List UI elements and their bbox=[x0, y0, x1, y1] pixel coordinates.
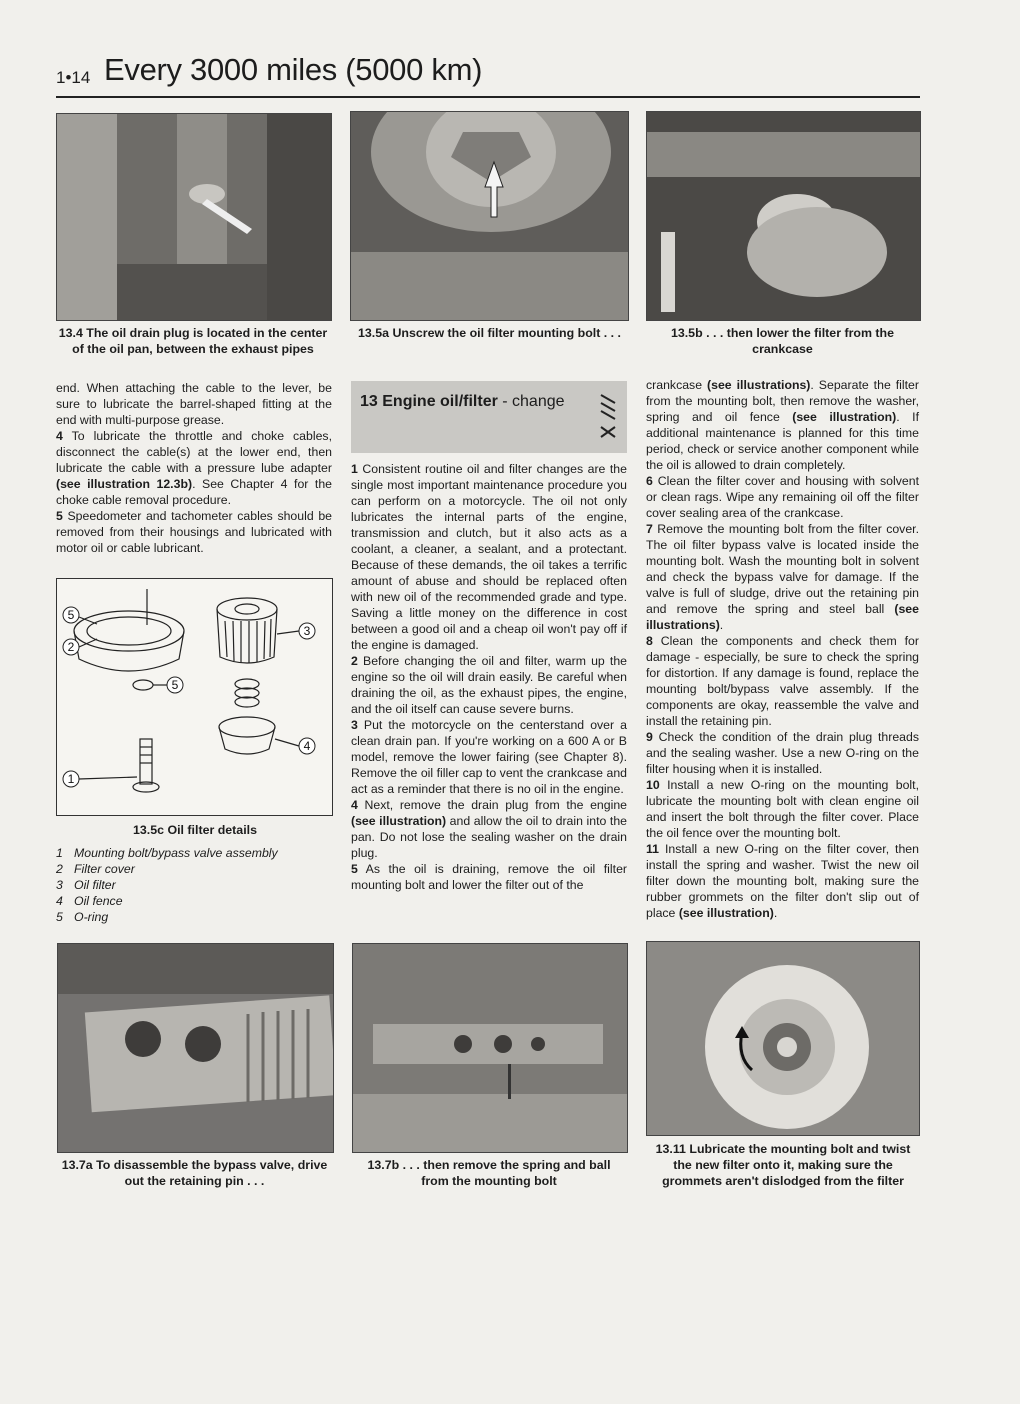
para-num: 8 bbox=[646, 634, 653, 648]
legend-item: 2 Filter cover bbox=[56, 862, 135, 876]
para-num: 6 bbox=[646, 474, 653, 488]
legend-item: 5 O-ring bbox=[56, 910, 109, 924]
section-title: 13 Engine oil/filter - change bbox=[360, 393, 565, 410]
para-num: 4 bbox=[56, 429, 63, 443]
text-column-1: end. When attaching the cable to the lever, be sure to lubricate the barrel-shaped fitting at the end with multi-purpose grease. 4 To lubricate the throttle and choke cables, disconnect the cable(s) at the lower end, then lubricate the cable with a pressure lube adapter (see illustration 12.3b). See Chapter 4 for the choke cable removal procedure. 5 Speedometer and tachometer cables should be removed from their housings and lubricated with motor oil or cable lubricant. bbox=[56, 381, 332, 555]
para-num: 1 bbox=[351, 462, 358, 476]
diagram-legend bbox=[56, 845, 334, 925]
photo-13-5a bbox=[350, 111, 629, 321]
callout-3: 3 bbox=[303, 624, 311, 638]
text-column-3: crankcase (see illustrations). Separate the filter from the mounting bolt, then remove the washer, spring and oil fence (see illustration). If additional maintenance is planned for this time period, check or service another component while the oil is allowed to drain completely. 6 Clean the filter cover and housing with solvent or clean rags. Wipe any remaining oil off the filter cover sealing area of the crankcase. 7 Remove the mounting bolt from the filter cover. The oil filter bypass valve is located inside the mounting bolt. Wash the mounting bolt in solvent and check the bypass valve for damage. If the valve is full of sludge, drive out the retaining pin and remove the spring and steel ball (see illustrations). 8 Clean the components and check them for damage - especially, be sure to check the spring for distortion. If any damage is found, replace the mounting bolt/bypass valve assembly. If the components are okay, reassemble the valve and install the retaining pin. 9 Check the condition of the drain plug threads and the sealing washer. Use a new O-ring on the filter housing when it is installed. 10 Install a new O-ring on the mounting bolt, lubricate the mounting bolt with clean engine oil and insert the bolt through the filter cover. Place the oil fence over the mounting bolt. 11 Install a new O-ring on the filter cover, then install the spring and washer. Twist the new oil filter down the mounting bolt, making sure the rubber grommets on the filter don't slip out of place (see illustration). bbox=[646, 378, 919, 920]
callout-1: 1 bbox=[67, 772, 75, 786]
caption-13-5a: 13.5a Unscrew the oil filter mounting bolt . . . bbox=[358, 326, 621, 340]
photo-13-7b bbox=[352, 943, 628, 1153]
para-num: 9 bbox=[646, 730, 653, 744]
para-num: 5 bbox=[56, 509, 63, 523]
callout-4: 4 bbox=[303, 739, 311, 753]
caption-13-4: 13.4 The oil drain plug is located in the center of the oil pan, between the exhaust pipes bbox=[58, 326, 328, 356]
callout-5a: 5 bbox=[67, 608, 75, 622]
legend-item: 1 Mounting bolt/bypass valve assembly bbox=[56, 846, 278, 860]
page-header bbox=[56, 52, 920, 98]
page-number: 1•14 bbox=[56, 68, 91, 87]
para-num: 10 bbox=[646, 778, 660, 792]
caption-13-5b: 13.5b . . . then lower the filter from the crankcase bbox=[670, 326, 895, 356]
caption-13-11: 13.11 Lubricate the mounting bolt and twist the new filter onto it, making sure the grommets aren't dislodged from the filter bbox=[655, 1142, 911, 1188]
para-num: 11 bbox=[646, 842, 659, 856]
callout-5b: 5 bbox=[171, 678, 179, 692]
photo-13-11 bbox=[646, 941, 920, 1136]
text-column-2: 1 Consistent routine oil and filter changes are the single most important maintenance procedure you can perform on a motorcycle. The oil not only lubricates the internal parts of the engine, transmission and clutch, but it also acts as a coolant, a cleaner, a sealant, and a protectant. Because of these demands, the oil takes a terrific amount of abuse and should be replaced often with new oil of the recommended grade and type. Saving a little money on the difference in cost between a good oil and a cheap oil won't pay off if the engine is damaged. 2 Before changing the oil and filter, warm up the engine so the oil will drain easily. Be careful when draining the oil, as the exhaust pipes, the engine, and the oil itself can cause severe burns. 3 Put the motorcycle on the centerstand over a clean drain pan. If you're working on a 600 A or B model, remove the lower fairing (see Chapter 8). Remove the oil filler cap to vent the crankcase and act as a reminder that there is no oil in the engine. 4 Next, remove the drain plug from the engine (see illustration) and allow the oil to drain into the pan. Do not lose the sealing washer on the drain plug. 5 As the oil is draining, remove the oil filter mounting bolt and lower the filter out of the bbox=[351, 462, 627, 892]
caption-13-7b: 13.7b . . . then remove the spring and ball from the mounting bolt bbox=[367, 1158, 611, 1188]
photo-13-4 bbox=[56, 113, 332, 321]
photo-13-7a bbox=[57, 943, 334, 1153]
para-num: 2 bbox=[351, 654, 358, 668]
caption-13-7a: 13.7a To disassemble the bypass valve, drive out the retaining pin . . . bbox=[61, 1158, 328, 1188]
photo-13-5b bbox=[646, 111, 921, 321]
legend-item: 3 Oil filter bbox=[56, 878, 116, 892]
para-num: 4 bbox=[351, 798, 358, 812]
page-title: Every 3000 miles (5000 km) bbox=[104, 52, 483, 87]
callout-2: 2 bbox=[67, 640, 75, 654]
wrench-icon bbox=[597, 389, 619, 445]
section-heading bbox=[351, 381, 627, 453]
legend-item: 4 Oil fence bbox=[56, 894, 123, 908]
para-num: 5 bbox=[351, 862, 358, 876]
para-num: 3 bbox=[351, 718, 358, 732]
para-num: 7 bbox=[646, 522, 653, 536]
para-continued: end. When attaching the cable to the lever, be sure to lubricate the barrel-shaped fitting at the end with multi-purpose grease. bbox=[56, 381, 332, 427]
oil-filter-diagram bbox=[56, 578, 333, 816]
diagram-caption: 13.5c Oil filter details bbox=[133, 823, 257, 837]
